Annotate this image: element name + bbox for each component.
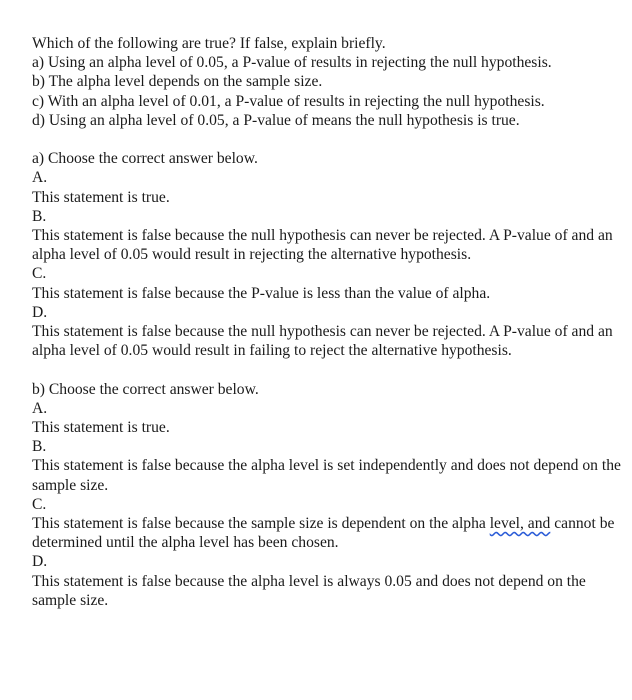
part-a-option-c-text[interactable]: This statement is false because the P-value is less than the value of alpha.	[32, 284, 491, 302]
part-a-option-a-text[interactable]: This statement is true.	[32, 188, 170, 206]
part-b-option-c-letter[interactable]: C.	[32, 495, 47, 513]
document-body	[32, 34, 628, 610]
part-a-option-a-letter[interactable]: A.	[32, 169, 48, 187]
part-b-option-c-text-after: cannot be determined until the alpha level has been chosen.	[32, 515, 615, 552]
statement-b: b) The alpha level depends on the sample size.	[32, 73, 323, 91]
part-b-option-c-text-before: This statement is false because the sample size is dependent on the alpha	[32, 515, 490, 533]
part-a-option-b-text[interactable]: This statement is false because the null hypothesis can never be rejected. A P-value of and an alpha level of 0.05 would result in rejecting the alternative hypothesis.	[32, 227, 613, 264]
part-b-option-d-letter[interactable]: D.	[32, 553, 48, 571]
statement-a: a) Using an alpha level of 0.05, a P-value of results in rejecting the null hypothesis.	[32, 54, 552, 72]
spacer	[32, 130, 628, 149]
part-a-option-d-letter[interactable]: D.	[32, 303, 48, 321]
part-b-option-a-text[interactable]: This statement is true.	[32, 419, 170, 437]
question-intro: Which of the following are true? If false, explain briefly.	[32, 35, 386, 52]
part-a-option-c-letter[interactable]: C.	[32, 265, 47, 283]
spacer	[32, 360, 628, 379]
part-a-option-d-text[interactable]: This statement is false because the null hypothesis can never be rejected. A P-value of and an alpha level of 0.05 would result in failing to reject the alternative hypothesis.	[32, 323, 613, 360]
part-b-option-d-text[interactable]: This statement is false because the alpha level is always 0.05 and does not depend on the sample size.	[32, 572, 586, 609]
spellcheck-underlined-text[interactable]: level, and	[489, 515, 551, 533]
part-b-prompt: b) Choose the correct answer below.	[32, 380, 259, 398]
statement-d: d) Using an alpha level of 0.05, a P-value of means the null hypothesis is true.	[32, 111, 520, 129]
part-b-option-b-text[interactable]: This statement is false because the alpha level is set independently and does not depend on the sample size.	[32, 457, 621, 494]
part-b-option-a-letter[interactable]: A.	[32, 399, 48, 417]
part-b-option-b-letter[interactable]: B.	[32, 438, 47, 456]
part-b-option-c-text[interactable]	[32, 514, 628, 552]
statement-c: c) With an alpha level of 0.01, a P-value of results in rejecting the null hypothesis.	[32, 92, 545, 110]
part-a-prompt: a) Choose the correct answer below.	[32, 150, 258, 168]
part-a-option-b-letter[interactable]: B.	[32, 207, 47, 225]
